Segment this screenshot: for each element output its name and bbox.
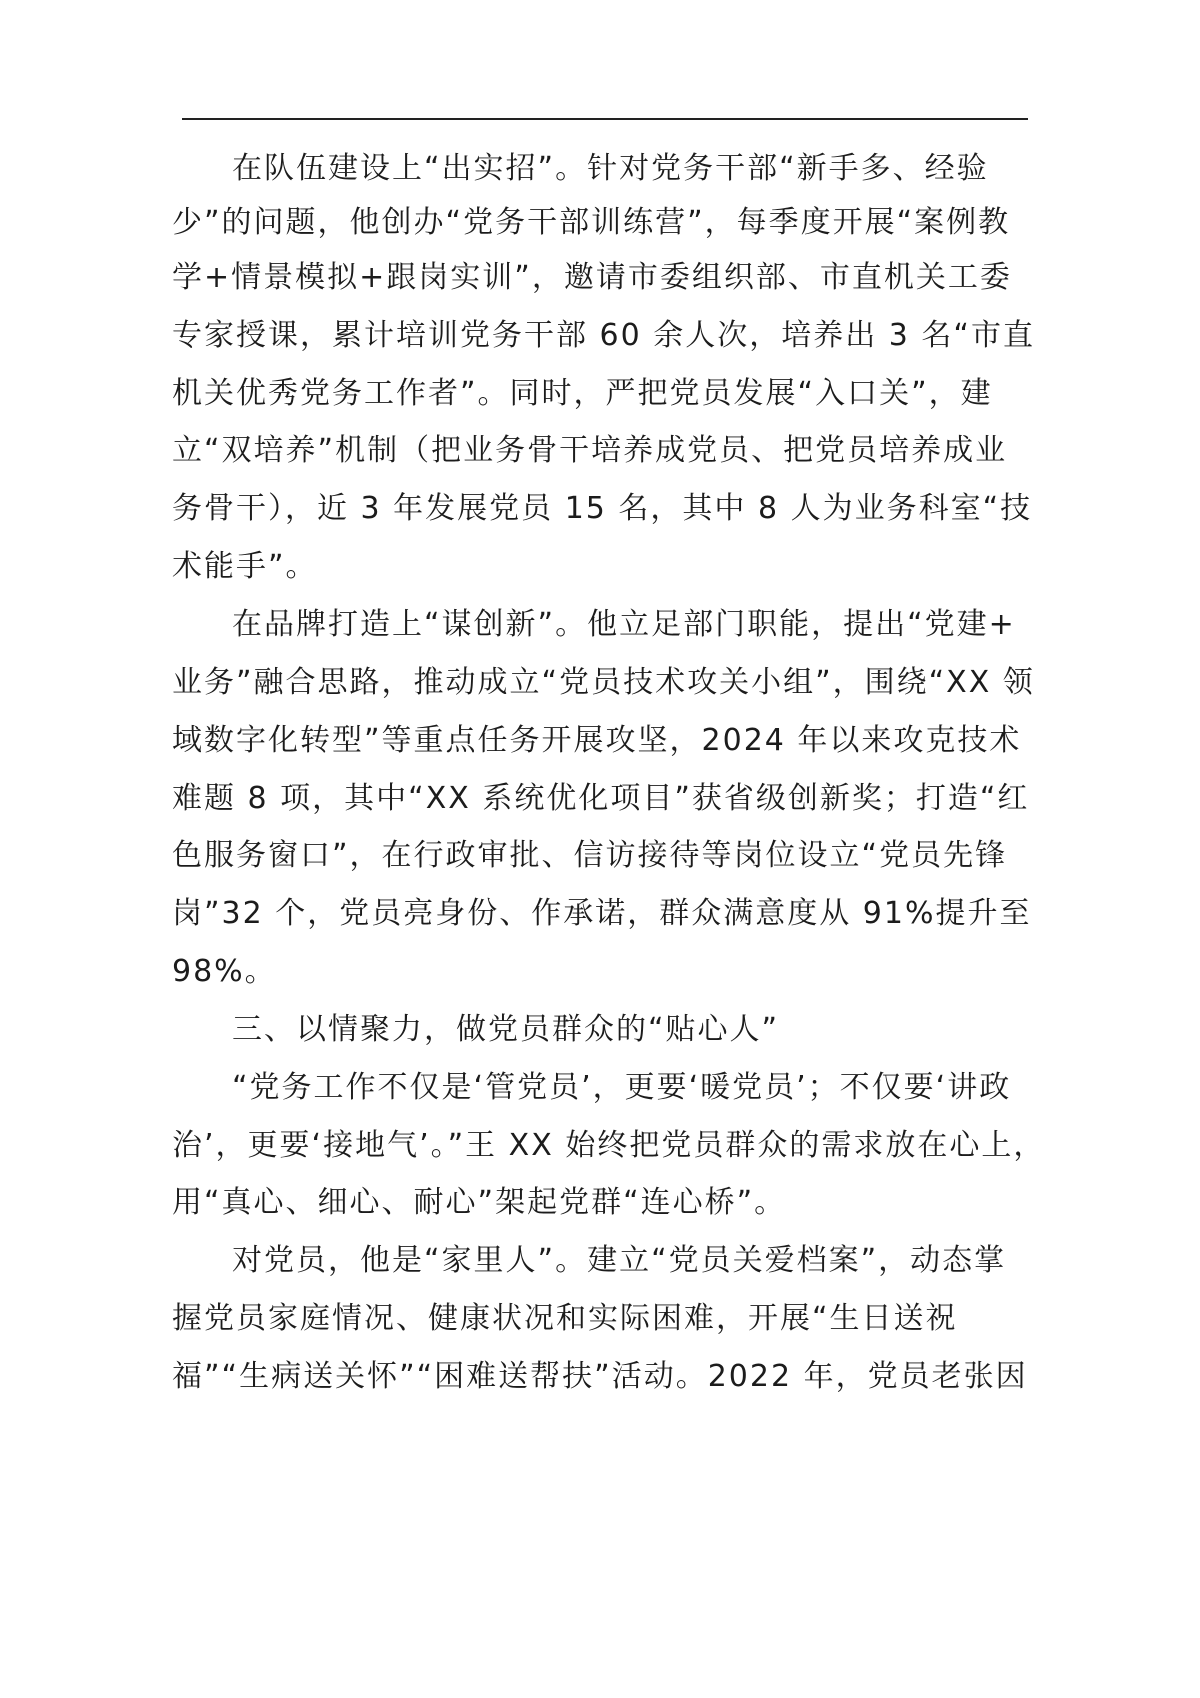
text-line: 在队伍建设上“出实招”。针对党务干部“新手多、经验 (232, 151, 989, 186)
text-line: 学+情景模拟+跟岗实训”，邀请市委组织部、市直机关工委 (172, 260, 1012, 295)
text-line: 岗”32 个，党员亮身份、作承诺，群众满意度从 91%提升至 (172, 896, 1032, 931)
text-line: 治’，更要‘接地气’。”王 XX 始终把党员群众的需求放在心上， (172, 1128, 1046, 1163)
text-line: 98%。 (172, 954, 277, 989)
text-line: 少”的问题，他创办“党务干部训练营”，每季度开展“案例教 (172, 205, 1011, 240)
text-line: 立“双培养”机制（把业务骨干培养成党员、把党员培养成业 (172, 433, 1008, 468)
text-line: 对党员，他是“家里人”。建立“党员关爱档案”，动态掌 (232, 1243, 1007, 1278)
text-line: 域数字化转型”等重点任务开展攻坚，2024 年以来攻克技术 (172, 723, 1022, 758)
text-line: 握党员家庭情况、健康状况和实际困难，开展“生日送祝 (172, 1301, 958, 1336)
text-line: 务骨干），近 3 年发展党员 15 名，其中 8 人为业务科室“技 (172, 491, 1033, 526)
text-line: 机关优秀党务工作者”。同时，严把党员发展“入口关”，建 (172, 376, 993, 411)
text-line: 福”“生病送关怀”“困难送帮扶”活动。2022 年，党员老张因 (172, 1359, 1028, 1394)
text-line: 在品牌打造上“谋创新”。他立足部门职能，提出“党建+ (232, 607, 1016, 642)
text-line: 难题 8 项，其中“XX 系统优化项目”获省级创新奖；打造“红 (172, 781, 1030, 816)
text-line: 专家授课，累计培训党务干部 60 余人次，培养出 3 名“市直 (172, 318, 1035, 353)
text-line: 业务”融合思路，推动成立“党员技术攻关小组”，围绕“XX 领 (172, 665, 1035, 700)
text-line: 术能手”。 (172, 549, 318, 584)
text-line: “党务工作不仅是‘管党员’，更要‘暖党员’；不仅要‘讲政 (232, 1070, 1012, 1105)
section-heading: 三、以情聚力，做党员群众的“贴心人” (232, 1012, 780, 1047)
text-line: 色服务窗口”，在行政审批、信访接待等岗位设立“党员先锋 (172, 838, 1008, 873)
header-rule (182, 118, 1028, 120)
text-line: 用“真心、细心、耐心”架起党群“连心桥”。 (172, 1185, 787, 1220)
